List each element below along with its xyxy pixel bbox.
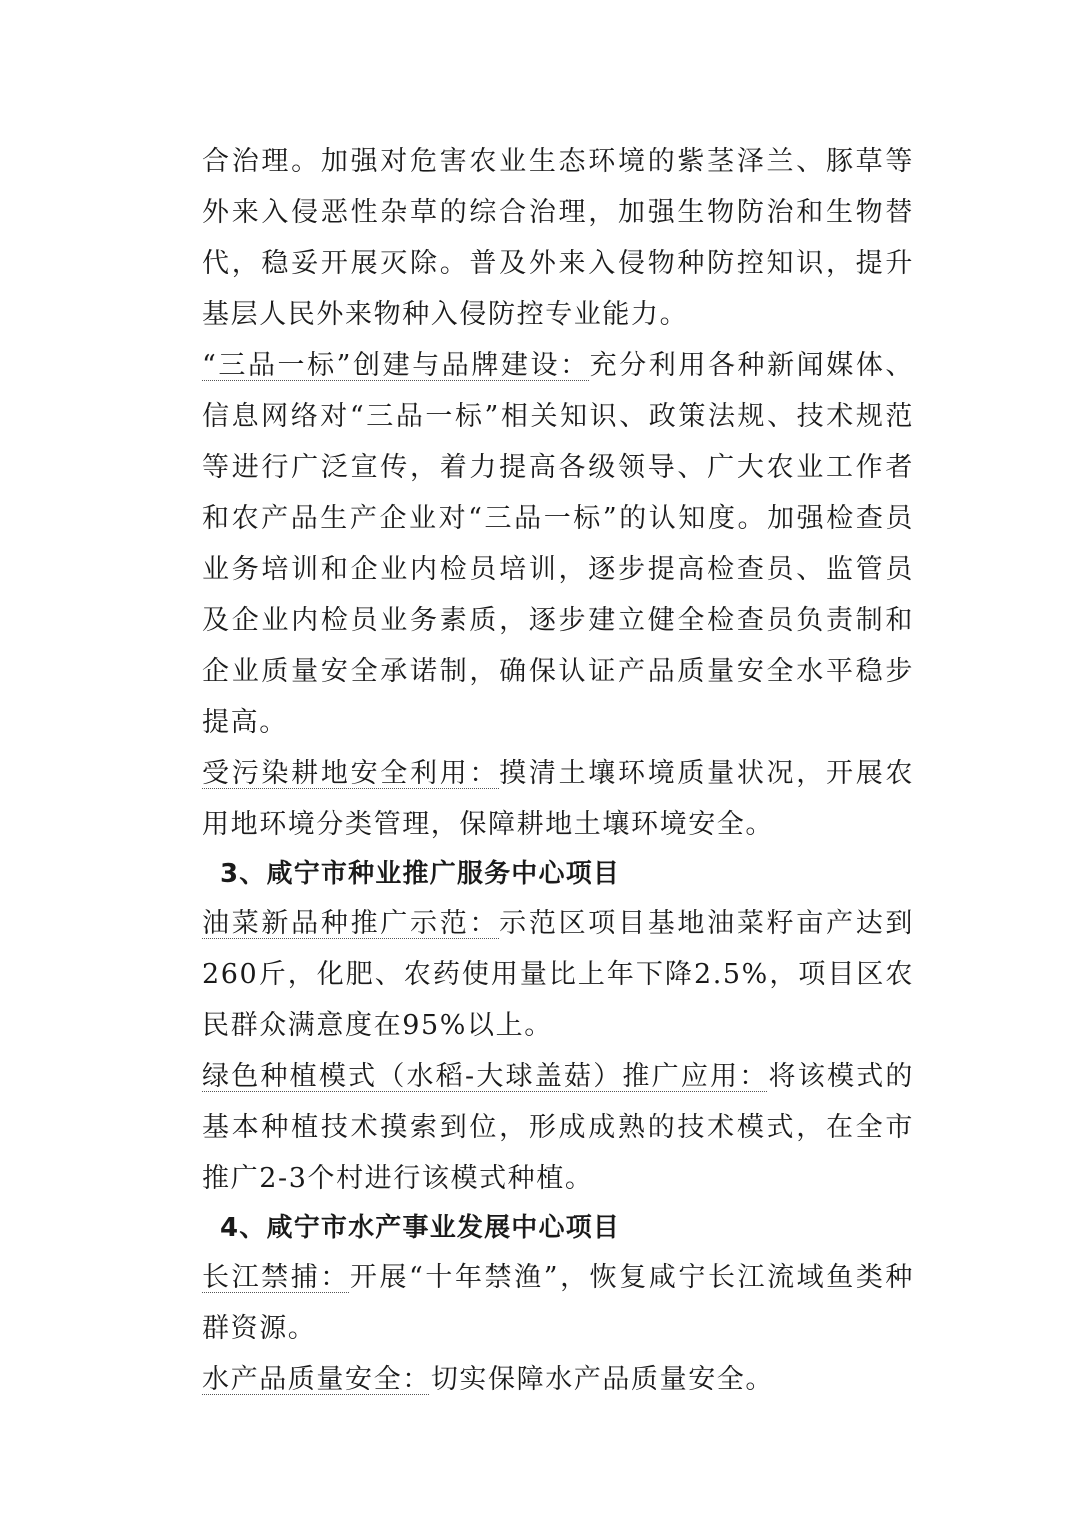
section-heading-seed-center: 3、咸宁市种业推广服务中心项目 (220, 859, 621, 889)
paragraph-text: 合治理。加强对危害农业生态环境的紫茎泽兰、豚草等外来入侵恶性杂草的综合治理，加强生物防治和生物替代，稳妥开展灭除。普及外来入侵物种防控知识，提升基层人民外来物种入侵防控专业能力。 (202, 146, 914, 330)
paragraph-green-planting-model (202, 1051, 914, 1204)
item-label: “三品一标”创建与品牌建设： (202, 350, 590, 381)
section-heading-fisheries-center: 4、咸宁市水产事业发展中心项目 (220, 1213, 621, 1243)
item-label: 油菜新品种推广示范： (202, 908, 500, 939)
paragraph-yangtze-fishing-ban (202, 1252, 914, 1354)
paragraph-rapeseed-demo (202, 898, 914, 1051)
item-text: 摸清土壤环境质量状况，开展农用地环境分类管理，保障耕地土壤环境安全。 (202, 758, 915, 840)
item-label: 水产品质量安全： (202, 1364, 431, 1395)
item-label: 绿色种植模式（水稻-大球盖菇）推广应用： (202, 1061, 769, 1092)
paragraph-three-products-brand (202, 340, 914, 748)
item-label: 长江禁捕： (202, 1262, 350, 1293)
item-label: 受污染耕地安全利用： (202, 758, 500, 789)
paragraph-aquatic-product-safety (202, 1354, 914, 1405)
item-text: 将该模式的基本种植技术摸索到位，形成成熟的技术模式，在全市推广2-3个村进行该模式种植。 (202, 1061, 915, 1194)
item-text: 切实保障水产品质量安全。 (430, 1364, 775, 1395)
paragraph-polluted-farmland (202, 748, 914, 850)
item-text: 示范区项目基地油菜籽亩产达到260斤，化肥、农药使用量比上年下降2.5%，项目区农民群众满意度在95%以上。 (202, 908, 915, 1041)
item-text: 充分利用各种新闻媒体、信息网络对“三品一标”相关知识、政策法规、技术规范等进行广泛宣传，着力提高各级领导、广大农业工作者和农产品生产企业对“三品一标”的认知度。加强检查员业务培训和企业内检员培训，逐步提高检查员、监管员及企业内检员业务素质，逐步建立健全检查员负责制和企业质量安全承诺制，确保认证产品质量安全水平稳步提高。 (202, 350, 914, 738)
paragraph-invasive-species (202, 136, 914, 340)
item-text: 开展“十年禁渔”，恢复咸宁长江流域鱼类种群资源。 (202, 1262, 914, 1344)
document-body (202, 136, 914, 1405)
